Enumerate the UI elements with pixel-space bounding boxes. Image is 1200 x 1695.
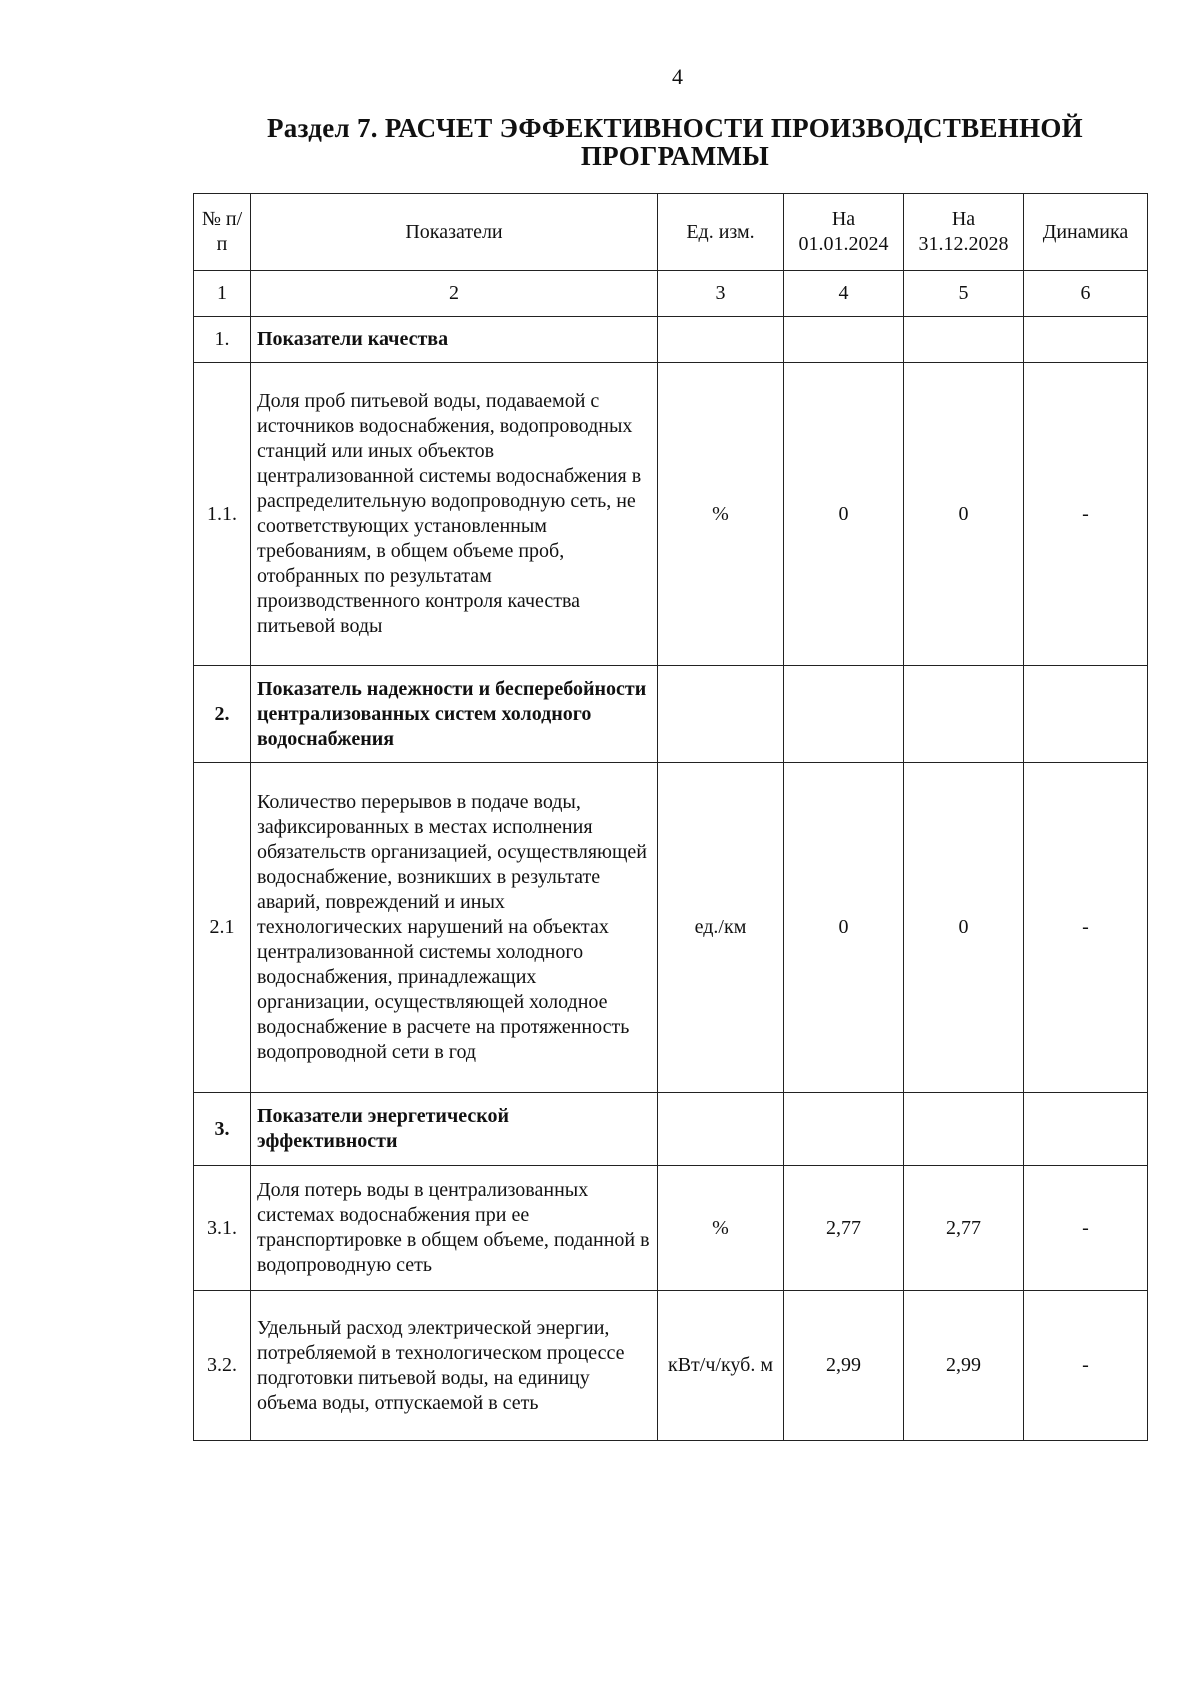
- col-number: 4: [784, 271, 904, 317]
- row-value-end: [904, 666, 1024, 763]
- header-num: № п/п: [194, 194, 251, 271]
- col-number: 1: [194, 271, 251, 317]
- row-value-start: [784, 666, 904, 763]
- header-indicators: Показатели: [251, 194, 658, 271]
- row-unit: кВт/ч/куб. м: [658, 1291, 784, 1441]
- row-dynamics: [1024, 666, 1148, 763]
- row-indicator: Показатель надежности и бесперебойности централизованных систем холодного водоснабжения: [251, 666, 658, 763]
- row-indicator: Доля проб питьевой воды, подаваемой с источников водоснабжения, водопроводных станций или иных объектов централизованной системы водоснабжения в распределительную водопроводную сеть, не соответствующих установленным требованиям, в общем объеме проб, отобранных по результатам производственного контроля качества питьевой воды: [251, 363, 658, 666]
- header-date-start: [784, 194, 904, 271]
- row-value-start: [784, 1093, 904, 1166]
- table-row: [194, 1166, 1148, 1291]
- header-unit: Ед. изм.: [658, 194, 784, 271]
- row-num: 2.1: [194, 763, 251, 1093]
- row-value-end: 2,77: [904, 1166, 1024, 1291]
- table-row: [194, 363, 1148, 666]
- row-indicator: Показатели энергетической эффективности: [251, 1093, 658, 1166]
- row-value-end: 2,99: [904, 1291, 1024, 1441]
- row-value-start: 0: [784, 363, 904, 666]
- row-indicator: Показатели качества: [251, 317, 658, 363]
- row-num: 1.1.: [194, 363, 251, 666]
- table-row-section: [194, 317, 1148, 363]
- header-date-end-label: На: [951, 208, 976, 230]
- row-dynamics: -: [1024, 1166, 1148, 1291]
- row-dynamics: [1024, 317, 1148, 363]
- row-unit: %: [658, 363, 784, 666]
- col-number: 3: [658, 271, 784, 317]
- row-indicator: Удельный расход электрической энергии, потребляемой в технологическом процессе подготовки питьевой воды, на единицу объема воды, отпускаемой в сеть: [251, 1291, 658, 1441]
- col-number: 6: [1024, 271, 1148, 317]
- row-num: 2.: [194, 666, 251, 763]
- row-num: 1.: [194, 317, 251, 363]
- section-title: [250, 114, 1100, 170]
- page-number: 4: [672, 64, 683, 89]
- row-value-start: 2,99: [784, 1291, 904, 1441]
- efficiency-table: [193, 193, 1148, 1441]
- row-unit: ед./км: [658, 763, 784, 1093]
- row-value-end: 0: [904, 763, 1024, 1093]
- row-value-start: 2,77: [784, 1166, 904, 1291]
- row-dynamics: -: [1024, 763, 1148, 1093]
- col-number: 5: [904, 271, 1024, 317]
- table-row-section: [194, 666, 1148, 763]
- row-unit: [658, 1093, 784, 1166]
- header-date-end: [904, 194, 1024, 271]
- row-indicator: Доля потерь воды в централизованных системах водоснабжения при ее транспортировке в общем объеме, поданной в водопроводную сеть: [251, 1166, 658, 1291]
- row-unit: [658, 666, 784, 763]
- row-num: 3.: [194, 1093, 251, 1166]
- row-indicator: Количество перерывов в подаче воды, зафиксированных в местах исполнения обязательств организацией, осуществляющей водоснабжение, возникших в результате аварий, повреждений и иных технологических нарушений на объектах централизованной системы холодного водоснабжения, принадлежащих организации, осуществляющей холодное водоснабжение в расчете на протяженность водопроводной сети в год: [251, 763, 658, 1093]
- section-title-line-1: Раздел 7. РАСЧЕТ ЭФФЕКТИВНОСТИ ПРОИЗВОДСТВЕННОЙ: [267, 113, 1083, 143]
- table-row: [194, 1291, 1148, 1441]
- row-value-end: 0: [904, 363, 1024, 666]
- table-row: [194, 763, 1148, 1093]
- row-unit: [658, 317, 784, 363]
- header-date-start-value: 01.01.2024: [798, 233, 889, 255]
- row-dynamics: -: [1024, 1291, 1148, 1441]
- col-number: 2: [251, 271, 658, 317]
- row-value-end: [904, 317, 1024, 363]
- column-numbers-row: [194, 271, 1148, 317]
- row-unit: %: [658, 1166, 784, 1291]
- row-value-start: [784, 317, 904, 363]
- row-value-start: 0: [784, 763, 904, 1093]
- header-date-end-value: 31.12.2028: [918, 233, 1009, 255]
- row-dynamics: -: [1024, 363, 1148, 666]
- header-row: [194, 194, 1148, 271]
- row-dynamics: [1024, 1093, 1148, 1166]
- header-date-start-label: На: [831, 208, 856, 230]
- header-dynamics: Динамика: [1024, 194, 1148, 271]
- section-title-line-2: ПРОГРАММЫ: [580, 141, 770, 171]
- row-num: 3.2.: [194, 1291, 251, 1441]
- row-num: 3.1.: [194, 1166, 251, 1291]
- table-row-section: [194, 1093, 1148, 1166]
- row-value-end: [904, 1093, 1024, 1166]
